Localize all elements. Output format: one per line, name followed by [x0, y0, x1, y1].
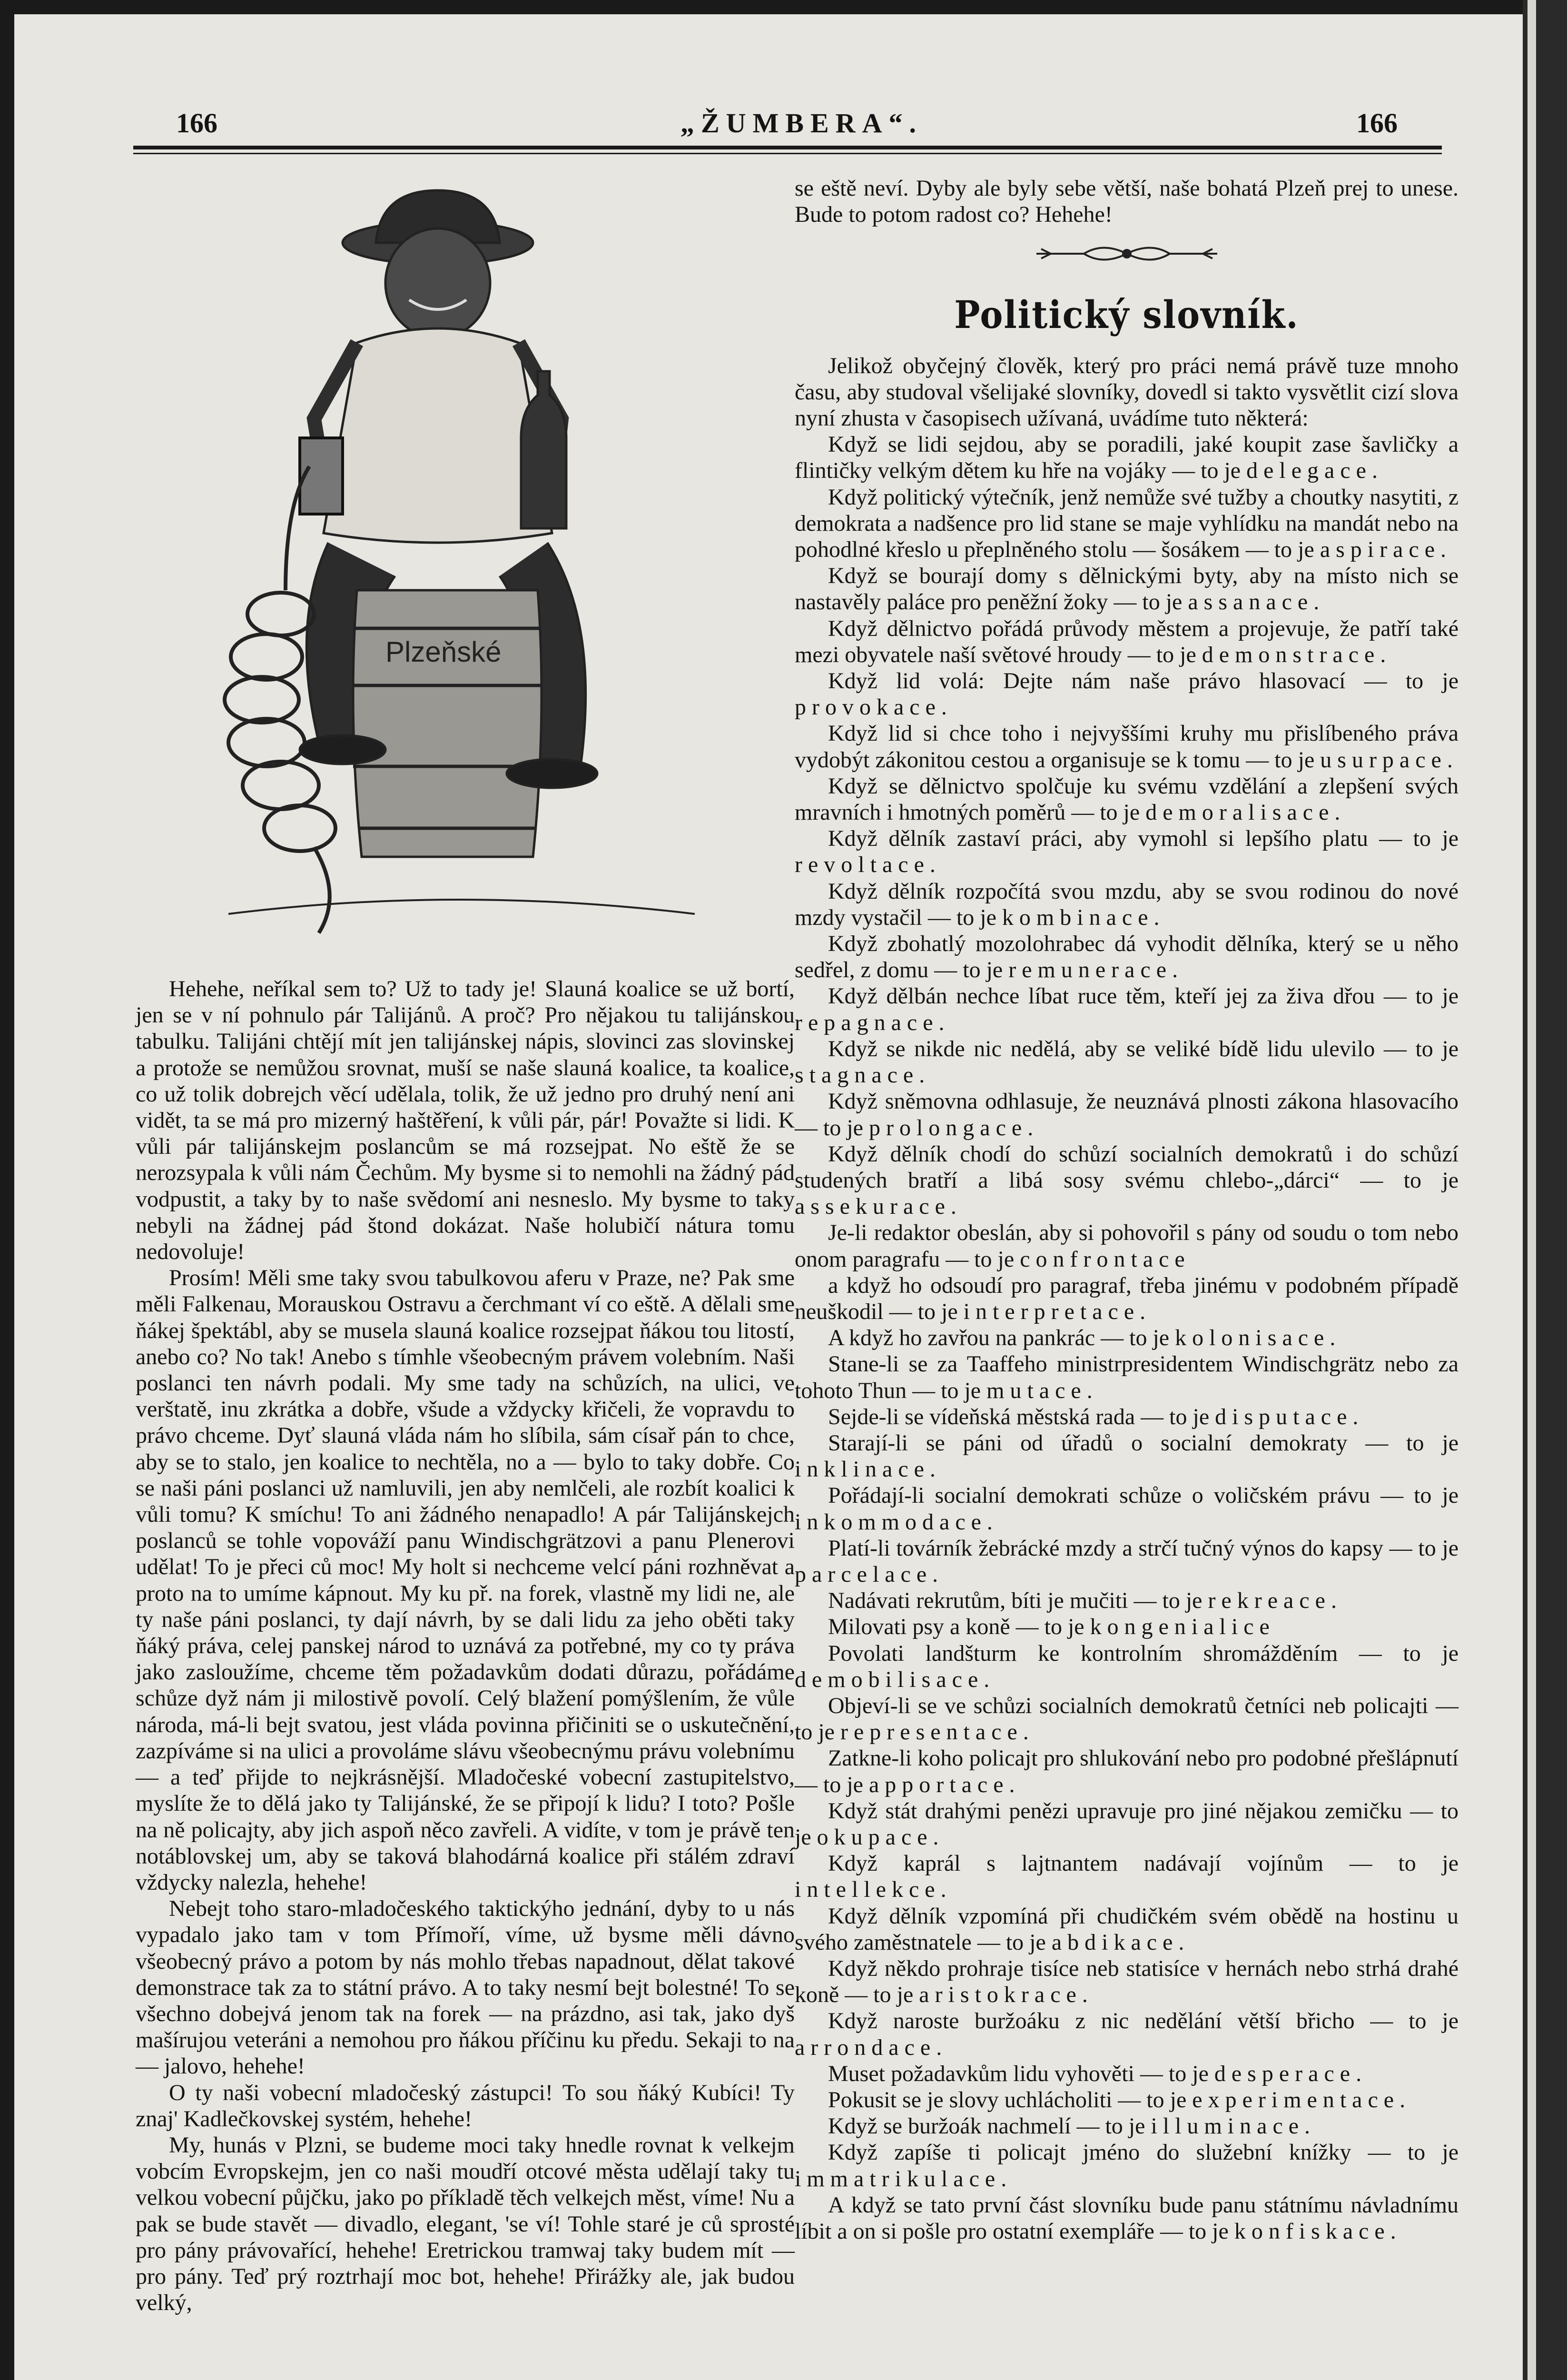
paragraph: My, hunás v Plzni, se budeme moci taky hnedle rovnat k velkejm vobcím Evropskejm, jen co naši moudří otcové města udělají taky tu velkou vobecní půjčku, jako po příkladě těch velkejch měst, víme! Nu a pak se bude stavět — divadlo, elegant, 'se ví! Tohle staré je ců sprosté pro pány právovařící, hehehe! Eretrickou tramwaj taky budem mít — pro pány. Teď prý roztrhají moc bot, hehehe! Přirážky ale, jak budou velký,: [136, 2132, 795, 2316]
entry-term: stagnace.: [795, 1062, 931, 1088]
paragraph: O ty naši vobecní mladočeský zástupci! To sou ňáký Kubíci! Ty znaj' Kadlečkovskej systém, hehehe!: [136, 2080, 795, 2132]
dictionary-entry: [795, 1325, 1459, 1351]
dictionary-entry: [795, 484, 1459, 563]
entry-term: inkommodace.: [795, 1509, 998, 1535]
entry-text: Když zbohatlý mozolohrabec dá vyhodit dělníka, který se u něho sedřel, z domu — to je: [795, 931, 1459, 983]
dictionary-entry: [795, 1535, 1459, 1587]
dictionary-entry: [795, 931, 1459, 983]
entry-term: kolonisace.: [1175, 1325, 1341, 1351]
entry-term: arrondace.: [795, 2034, 948, 2060]
entry-text: Milovati psy a koně — to je: [828, 1614, 1090, 1640]
entry-term: aspirace.: [1320, 537, 1452, 563]
entry-text: Pořádají-li socialní demokrati schůze o voličském právu — to je: [828, 1483, 1459, 1508]
entry-text: Objeví-li se ve schůzi socialních demokratů četníci neb policajti — to je: [795, 1693, 1459, 1745]
entry-term: parcelace.: [795, 1561, 944, 1587]
paragraph: Jelikož obyčejný člověk, který pro práci nemá právě tuze mnoho času, aby studoval všelijaké slovníky, dovedl si takto vysvětlit cizí slova nyní zhusta v časopisech užívaná, uvádíme tuto některá:: [795, 353, 1459, 431]
left-column: [136, 976, 795, 2316]
entry-term: demonstrace.: [1202, 642, 1392, 667]
dictionary-entry: [795, 1587, 1459, 1614]
dictionary-entry: [795, 1088, 1459, 1140]
entry-term: confrontace: [1020, 1246, 1191, 1272]
paragraph: se eště neví. Dyby ale byly sebe větší, naše bohatá Plzeň prej to unese. Bude to potom radost co? Hehehe!: [795, 176, 1459, 228]
dictionary-entry: [795, 2139, 1459, 2192]
dictionary-entry: [795, 1798, 1459, 1850]
dictionary-entry: [795, 1351, 1459, 1403]
entry-term: abdikace.: [1051, 1929, 1190, 1955]
entry-term: intellekce.: [795, 1877, 952, 1903]
entry-term: repagnace.: [795, 1010, 950, 1035]
entry-text: Platí-li továrník žebrácké mzdy a strčí tučný výnos do kapsy — to je: [828, 1535, 1459, 1561]
entry-term: interpretace.: [963, 1299, 1152, 1324]
dictionary-entry: [795, 2192, 1459, 2244]
entry-term: representace.: [840, 1719, 1035, 1745]
dictionary-entry: [795, 1272, 1459, 1325]
paragraph: Prosím! Měli sme taky svou tabulkovou aferu v Praze, ne? Pak sme měli Falkenau, Morauskou Ostravu a čerchmant ví co eště. A dělali sme ňákej špektábl, aby se musela slauná koalice rozsejpat ňákou tou litostí, anebo co? No tak! Anebo s tímhle všeobecným právem volebním. Naši poslanci ten návrh podali. My sme tady na schůzích, na ulici, ve verštatě, inu zkrátka a dobře, všude a vždycky křičeli, že vopravdu to právo chceme. Dyť slauná vláda nám ho slíbila, sám císař pán to chce, aby se to stalo, jen koalice to nechtěla, no a — bylo to taky dobře. Co se naši páni poslanci už namluvili, jen aby nemlčeli, ale rozbít koalici k vůli tomu? K smíchu! To ani žádného nenapadlo! A pár Talijánskejch poslanců se tohle vopováží panu Windischgrätzovi a panu Plenerovi udělat! To je přeci ců moc! My holt si nechceme velcí páni rozhněvat a proto na to umíme kápnout. My ku př. na forek, vlastně my lidi ne, ale ty naše páni poslanci, ty dají návrh, by se dali lidu za jeho oběti taky ňáký práva, celej panskej národ to uznává za potřebné, my co ty práva jako zasloužíme, chceme těm požadavkům dodati důrazu, pořádáme schůze dyž nám ji milostivě povolí. Celý blažení pomýšlením, že vůle národa, má-li bejt svatou, jest vláda povinna přičiniti se o uskutečnění, zazpíváme si na ulici a provoláme slávu všeobecnýmu právu volebnímu — a teď přijde to nejkrásnější. Mladočeské vobecní zastupitelstvo, myslíte že to dělá jako ty Talijánské, že se připojí k lidu? I toto? Pošle na ně policajty, aby jich aspoň něco zavřeli. A vidíte, v tom je právě ten notáblovskej um, aby se taková blahodárná koalice při stálém zdraví vždycky nalezla, hehehe!: [136, 1265, 795, 1895]
section-title: Politický slovník.: [954, 292, 1299, 337]
entry-term: assanace.: [1188, 589, 1325, 615]
entry-text: Starají-li se páni od úřadů o socialní demokraty — to je: [828, 1430, 1459, 1456]
masthead-title: „ŽUMBERA“.: [680, 108, 923, 139]
entry-term: assekurace.: [795, 1194, 962, 1220]
dictionary-entry: [795, 1850, 1459, 1903]
entry-text: Sejde-li se vídeňská městská rada — to je: [828, 1404, 1215, 1429]
dictionary-entry: [795, 1903, 1459, 1955]
dictionary-entry: [795, 1220, 1459, 1272]
paragraph: Hehehe, neříkal sem to? Už to tady je! Slauná koalice se už bortí, jen se v ní pohnulo pár Taliјánů. A proč? Pro nějakou tu talijánskou tabulku. Talijáni chtějí mít jen talijánskej nápis, slovinci zas slovinskej a protože se nemůžou srovnat, muší se naše slauná koalice, ta koalice, co už tolik dobrejch věcí udělala, tolik, že už jedno pro druhý není ani vidět, ta se má pro mizerný haštěření, k vůli pár, pár! Považte si lidi. K vůli pár talijánskejm poslancům se má rozsejpat. No eště že se nerozsypala k vůli nám Čechům. My bysme si to nemohli na žádný pád vodpustit, a taky by to naše svědomí ani nesneslo. My bysme to taky nebyli na žádnej pád štond dokázat. Naše holubičí nátura tomu nedovoluje!: [136, 976, 795, 1265]
dictionary-entry: [795, 2061, 1459, 2087]
right-column: [795, 175, 1459, 2244]
entry-term: revoltace.: [795, 852, 941, 878]
entry-text: Když zapíše ti policajt jméno do služební knížky — to je: [828, 2140, 1459, 2165]
ornament-divider: [795, 242, 1459, 271]
entry-text: Pokusit se je slovy uchlácholiti — to je: [828, 2087, 1192, 2113]
dictionary-entry: [795, 1640, 1459, 1693]
dictionary-entry: [795, 1693, 1459, 1745]
entry-text: Když dělbán nechce líbat ruce těm, kteří jej za živa dřou — to je: [828, 983, 1459, 1009]
entry-term: konfiskace.: [1234, 2219, 1402, 2244]
dictionary-entry: [795, 1482, 1459, 1535]
dictionary-entry: [795, 1036, 1459, 1088]
dictionary-entry: [795, 1955, 1459, 2008]
dictionary-entry: [795, 773, 1459, 825]
dictionary-entry: [795, 825, 1459, 878]
entry-term: disputace.: [1215, 1404, 1364, 1429]
entry-text: Když lid si chce toho i nejvyššími kruhy mu přislíbeného práva vydobýt zákonitou cestou a organisuje se k tomu — to je: [795, 721, 1459, 773]
entry-text: Když se bourají domy s dělnickými byty, aby na místo nich se nastavěly paláce pro peněžní žoky — to je: [795, 563, 1459, 615]
entry-text: Když někdo prohraje tisíce neb statisíce v hernách nebo strhá drahé koně — to je: [795, 1956, 1459, 2008]
entry-text: Když kaprál s lajtnantem nadávají vojínům — to je: [828, 1851, 1459, 1876]
entry-term: aristokrace.: [919, 1982, 1094, 2008]
entry-term: kongenialice: [1090, 1614, 1275, 1640]
entry-term: demoralisace.: [1145, 800, 1346, 825]
entry-term: illuminace.: [1151, 2113, 1316, 2139]
entry-term: usurpace.: [1320, 747, 1459, 773]
dictionary-entry: [795, 668, 1459, 720]
dictionary-entry: [795, 615, 1459, 668]
entry-text: Muset požadavkům lidu vyhověti — to je: [828, 2061, 1214, 2086]
dictionary-entry: [795, 2113, 1459, 2139]
dictionary-entry: [795, 2087, 1459, 2113]
sketch-lines: [225, 190, 695, 933]
newspaper-page: [14, 14, 1523, 2380]
dictionary-entries: [795, 431, 1459, 2244]
entry-term: desperace.: [1214, 2061, 1368, 2086]
entry-text: Když se lidi sejdou, aby se poradili, jaké koupit zase šavličky a flintičky velkým dětem ku hře na vojáky — to je: [795, 432, 1459, 484]
dictionary-entry: [795, 1404, 1459, 1430]
dictionary-entry: [795, 720, 1459, 773]
entry-term: prolongace.: [868, 1115, 1039, 1140]
entry-text: Když se nikde nic nedělá, aby se veliké bídě lidu ulevilo — to je: [828, 1036, 1459, 1061]
entry-text: Když politický výtečník, jenž nemůže své tužby a choutky nasytiti, z demokrata a nadšence pro lid stane se maje vyhlídku na mandát nebo na pohodlné křeslo u přeplněného stolu — šosákem — to je: [795, 484, 1459, 563]
entry-text: Když naroste buržoáku z nic nedělání větší břicho — to je: [828, 2008, 1459, 2034]
dictionary-entry: [795, 1745, 1459, 1797]
dictionary-entry: [795, 1141, 1459, 1220]
page-header: [14, 14, 1523, 157]
entry-text: Když dělník zastaví práci, aby vymohl si lepšího platu — to je: [828, 826, 1459, 852]
entry-text: Když se buržoák nachmelí — to je: [828, 2113, 1151, 2139]
entry-text: Když lid volá: Dejte nám naše právo hlasovací — to je: [828, 668, 1459, 694]
entry-text: Je-li redaktor obeslán, aby si pohovořil s pány od soudu o tom nebo onom paragrafu — to je: [795, 1220, 1459, 1272]
entry-text: Když dělník vzpomíná při chudičkém svém obědě na hostinu u svého zaměstnatele — to je: [795, 1903, 1459, 1955]
entry-term: kombinace.: [1002, 904, 1165, 930]
entry-text: a když ho odsoudí pro paragraf, třeba jinému v podobném případě neuškodil — to je: [795, 1272, 1459, 1324]
entry-text: Stane-li se za Taaffeho ministrpresidentem Windischgrätz nebo za tohoto Thun — to je: [795, 1351, 1459, 1403]
dictionary-entry: [795, 563, 1459, 615]
entry-term: provokace.: [795, 694, 953, 720]
dictionary-entry: [795, 1614, 1459, 1640]
entry-term: demobilisace.: [795, 1666, 995, 1692]
header-rule-thin: [133, 153, 1442, 154]
dictionary-entry: [795, 983, 1459, 1035]
cartoon-illustration: [171, 171, 757, 966]
entry-term: immatrikulace.: [795, 2166, 1013, 2192]
entry-term: delegace.: [1246, 458, 1383, 484]
entry-text: Když dělnictvo pořádá průvody městem a projevuje, že patří také mezi obyvatele naší světové hroudy — to je: [795, 615, 1459, 667]
entry-text: Když se dělnictvo spolčuje ku svému vzdělání a zlepšení svých mravních i hmotných poměrů — to je: [795, 773, 1459, 825]
dictionary-entry: [795, 878, 1459, 931]
entry-term: inklinace.: [795, 1457, 941, 1482]
entry-text: Když sněmovna odhlasuje, že neuznává plnosti zákona hlasovacího — to je: [795, 1089, 1459, 1140]
entry-text: Když dělník chodí do schůzí socialních demokratů i do schůzí studených bratří a libá sosy svému chlebo-„dárci“ — to je: [795, 1141, 1459, 1193]
header-rule-thick: [133, 146, 1442, 149]
entry-text: Když stát drahými penězi upravuje pro jiné nějakou zemičku — to je: [795, 1798, 1459, 1850]
entry-term: rekreace.: [1208, 1588, 1342, 1614]
entry-term: okupace.: [817, 1824, 945, 1850]
entry-text: A když ho zavřou na pankrác — to je: [828, 1325, 1175, 1351]
dictionary-entry: [795, 1430, 1459, 1482]
barrel-label: Plzeňské: [385, 636, 502, 668]
dictionary-entry: [795, 431, 1459, 484]
entry-term: apportace.: [868, 1772, 1021, 1797]
entry-text: Zatkne-li koho policajt pro shlukování nebo pro podobné přešlápnutí — to je: [795, 1745, 1459, 1797]
entry-text: Nadávati rekrutům, bíti je mučiti — to je: [828, 1588, 1208, 1614]
ornament-icon: [1027, 242, 1227, 266]
page-number-left: 166: [176, 108, 217, 139]
page-edge: [1523, 0, 1567, 2380]
entry-text: Když dělník rozpočítá svou mzdu, aby se svou rodinou do nové mzdy vystačil — to je: [795, 878, 1459, 930]
dictionary-entry: [795, 2008, 1459, 2060]
entry-term: remunerace.: [1008, 957, 1184, 983]
entry-term: experimentace.: [1192, 2087, 1411, 2113]
entry-text: A když se tato první část slovníku bude panu státnímu návladnímu líbit a on si pošle pro ostatní exempláře — to je: [795, 2192, 1459, 2244]
page-number-right: 166: [1356, 108, 1398, 139]
entry-term: mutace.: [986, 1378, 1098, 1403]
paragraph: Nebejt toho staro-mladočeského taktickýho jednání, dyby to u nás vypadalo jako tam v tom Přímoří, víme, už bysme měli dávno všeobecný právo a potom by nás mohlo třebas napadnout, dělat takové demonstrace tak za to státní právo. A to taky nesmí bejt bolestné! To se všechno dobejvá jenom tak na forek — na prázdno, asi tak, jako dyš mašírujou veteráni a nemohou pro ňákou příčinu ku předu. Sekaji to na — jalovo, hehehe!: [136, 1896, 795, 2079]
entry-text: Povolati landšturm ke kontrolním shromážděním — to je: [828, 1640, 1459, 1666]
